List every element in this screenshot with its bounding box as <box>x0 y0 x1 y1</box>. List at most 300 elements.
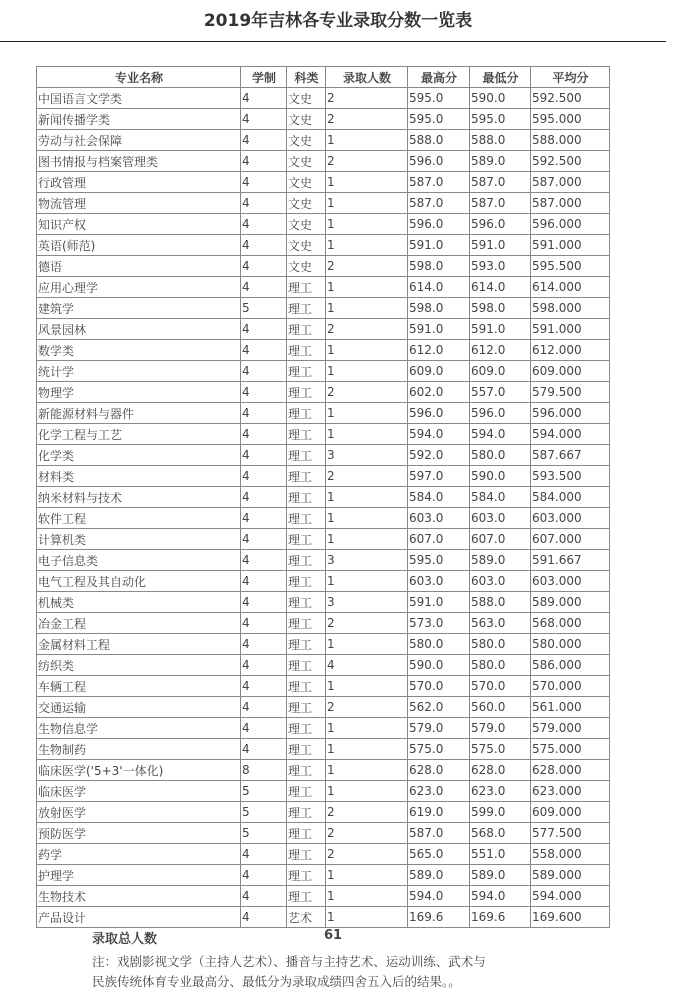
cell-category: 理工 <box>287 529 326 550</box>
cell-avg-score: 603.000 <box>531 571 610 592</box>
cell-min-score: 588.0 <box>470 130 531 151</box>
cell-min-score: 587.0 <box>470 172 531 193</box>
cell-avg-score: 614.000 <box>531 277 610 298</box>
divider <box>0 41 666 42</box>
cell-years: 4 <box>241 424 287 445</box>
cell-admitted: 1 <box>326 193 408 214</box>
cell-min-score: 591.0 <box>470 235 531 256</box>
cell-major: 图书情报与档案管理类 <box>37 151 241 172</box>
cell-max-score: 628.0 <box>408 760 470 781</box>
cell-major: 产品设计 <box>37 907 241 928</box>
cell-admitted: 1 <box>326 361 408 382</box>
cell-category: 文史 <box>287 88 326 109</box>
cell-years: 4 <box>241 739 287 760</box>
cell-years: 4 <box>241 592 287 613</box>
cell-category: 理工 <box>287 739 326 760</box>
cell-years: 4 <box>241 676 287 697</box>
cell-max-score: 169.6 <box>408 907 470 928</box>
cell-max-score: 579.0 <box>408 718 470 739</box>
cell-years: 5 <box>241 802 287 823</box>
cell-years: 4 <box>241 109 287 130</box>
header-min-score: 最低分 <box>470 67 531 88</box>
table-row <box>37 697 610 718</box>
cell-admitted: 2 <box>326 88 408 109</box>
cell-major: 临床医学 <box>37 781 241 802</box>
cell-major: 建筑学 <box>37 298 241 319</box>
table-row <box>37 361 610 382</box>
cell-avg-score: 595.500 <box>531 256 610 277</box>
cell-admitted: 1 <box>326 886 408 907</box>
cell-max-score: 595.0 <box>408 550 470 571</box>
cell-max-score: 603.0 <box>408 508 470 529</box>
cell-years: 4 <box>241 151 287 172</box>
cell-min-score: 568.0 <box>470 823 531 844</box>
cell-category: 文史 <box>287 256 326 277</box>
cell-admitted: 2 <box>326 109 408 130</box>
cell-avg-score: 591.000 <box>531 235 610 256</box>
cell-min-score: 575.0 <box>470 739 531 760</box>
cell-admitted: 3 <box>326 445 408 466</box>
cell-years: 4 <box>241 130 287 151</box>
cell-min-score: 594.0 <box>470 886 531 907</box>
cell-avg-score: 584.000 <box>531 487 610 508</box>
cell-max-score: 591.0 <box>408 235 470 256</box>
cell-major: 纳米材料与技术 <box>37 487 241 508</box>
cell-major: 新能源材料与器件 <box>37 403 241 424</box>
table-row <box>37 214 610 235</box>
cell-years: 4 <box>241 655 287 676</box>
cell-admitted: 1 <box>326 634 408 655</box>
cell-max-score: 595.0 <box>408 109 470 130</box>
cell-major: 软件工程 <box>37 508 241 529</box>
cell-max-score: 612.0 <box>408 340 470 361</box>
cell-admitted: 1 <box>326 907 408 928</box>
table-row <box>37 634 610 655</box>
cell-major: 德语 <box>37 256 241 277</box>
cell-category: 理工 <box>287 886 326 907</box>
cell-major: 电气工程及其自动化 <box>37 571 241 592</box>
table-row <box>37 655 610 676</box>
table-row <box>37 298 610 319</box>
table-row <box>37 277 610 298</box>
cell-category: 理工 <box>287 571 326 592</box>
cell-min-score: 591.0 <box>470 319 531 340</box>
cell-category: 理工 <box>287 676 326 697</box>
cell-major: 药学 <box>37 844 241 865</box>
cell-max-score: 598.0 <box>408 298 470 319</box>
header-major: 专业名称 <box>37 67 241 88</box>
cell-min-score: 579.0 <box>470 718 531 739</box>
cell-max-score: 592.0 <box>408 445 470 466</box>
cell-category: 文史 <box>287 172 326 193</box>
cell-admitted: 2 <box>326 382 408 403</box>
cell-category: 理工 <box>287 277 326 298</box>
table-row <box>37 88 610 109</box>
cell-max-score: 596.0 <box>408 403 470 424</box>
cell-avg-score: 579.000 <box>531 718 610 739</box>
table-row <box>37 466 610 487</box>
cell-min-score: 590.0 <box>470 88 531 109</box>
cell-years: 4 <box>241 88 287 109</box>
cell-min-score: 580.0 <box>470 655 531 676</box>
cell-min-score: 603.0 <box>470 508 531 529</box>
header-max-score: 最高分 <box>408 67 470 88</box>
cell-major: 劳动与社会保障 <box>37 130 241 151</box>
cell-category: 理工 <box>287 613 326 634</box>
cell-years: 4 <box>241 550 287 571</box>
cell-years: 4 <box>241 319 287 340</box>
cell-max-score: 609.0 <box>408 361 470 382</box>
cell-admitted: 1 <box>326 235 408 256</box>
cell-avg-score: 558.000 <box>531 844 610 865</box>
cell-years: 4 <box>241 844 287 865</box>
cell-max-score: 589.0 <box>408 865 470 886</box>
cell-years: 4 <box>241 634 287 655</box>
cell-min-score: 628.0 <box>470 760 531 781</box>
cell-max-score: 595.0 <box>408 88 470 109</box>
cell-avg-score: 577.500 <box>531 823 610 844</box>
cell-max-score: 570.0 <box>408 676 470 697</box>
cell-max-score: 587.0 <box>408 172 470 193</box>
cell-major: 放射医学 <box>37 802 241 823</box>
cell-avg-score: 592.500 <box>531 151 610 172</box>
cell-years: 4 <box>241 697 287 718</box>
cell-admitted: 1 <box>326 298 408 319</box>
total-value: 61 <box>324 928 343 943</box>
cell-avg-score: 579.500 <box>531 382 610 403</box>
table-row <box>37 844 610 865</box>
cell-category: 理工 <box>287 592 326 613</box>
cell-max-score: 607.0 <box>408 529 470 550</box>
table-row <box>37 130 610 151</box>
cell-years: 4 <box>241 235 287 256</box>
cell-years: 4 <box>241 466 287 487</box>
cell-max-score: 587.0 <box>408 193 470 214</box>
cell-max-score: 587.0 <box>408 823 470 844</box>
cell-avg-score: 587.667 <box>531 445 610 466</box>
page-title: 2019年吉林各专业录取分数一览表 <box>203 11 473 31</box>
cell-category: 理工 <box>287 718 326 739</box>
cell-max-score: 588.0 <box>408 130 470 151</box>
cell-category: 文史 <box>287 109 326 130</box>
cell-years: 4 <box>241 172 287 193</box>
cell-admitted: 1 <box>326 676 408 697</box>
cell-admitted: 1 <box>326 865 408 886</box>
cell-admitted: 1 <box>326 571 408 592</box>
cell-avg-score: 596.000 <box>531 214 610 235</box>
table-row <box>37 529 610 550</box>
cell-avg-score: 580.000 <box>531 634 610 655</box>
cell-min-score: 580.0 <box>470 634 531 655</box>
table-row <box>37 382 610 403</box>
table-row <box>37 193 610 214</box>
cell-years: 4 <box>241 214 287 235</box>
cell-avg-score: 628.000 <box>531 760 610 781</box>
cell-min-score: 609.0 <box>470 361 531 382</box>
cell-major: 物理学 <box>37 382 241 403</box>
cell-admitted: 2 <box>326 466 408 487</box>
cell-category: 理工 <box>287 760 326 781</box>
cell-avg-score: 589.000 <box>531 592 610 613</box>
cell-years: 8 <box>241 760 287 781</box>
cell-min-score: 589.0 <box>470 151 531 172</box>
cell-years: 4 <box>241 403 287 424</box>
table-row <box>37 445 610 466</box>
cell-category: 理工 <box>287 697 326 718</box>
cell-admitted: 1 <box>326 424 408 445</box>
cell-category: 理工 <box>287 466 326 487</box>
cell-years: 4 <box>241 571 287 592</box>
table-row <box>37 739 610 760</box>
cell-admitted: 2 <box>326 844 408 865</box>
cell-years: 4 <box>241 886 287 907</box>
cell-min-score: 589.0 <box>470 865 531 886</box>
cell-admitted: 2 <box>326 823 408 844</box>
cell-admitted: 2 <box>326 697 408 718</box>
cell-category: 理工 <box>287 445 326 466</box>
cell-avg-score: 612.000 <box>531 340 610 361</box>
cell-min-score: 560.0 <box>470 697 531 718</box>
cell-avg-score: 591.667 <box>531 550 610 571</box>
cell-major: 机械类 <box>37 592 241 613</box>
cell-major: 物流管理 <box>37 193 241 214</box>
total-label: 录取总人数 <box>92 932 158 947</box>
cell-major: 交通运输 <box>37 697 241 718</box>
cell-avg-score: 591.000 <box>531 319 610 340</box>
cell-admitted: 1 <box>326 403 408 424</box>
header-category: 科类 <box>287 67 326 88</box>
table-row <box>37 403 610 424</box>
cell-category: 理工 <box>287 781 326 802</box>
cell-admitted: 1 <box>326 508 408 529</box>
cell-admitted: 1 <box>326 130 408 151</box>
cell-avg-score: 587.000 <box>531 193 610 214</box>
table-row <box>37 592 610 613</box>
table-row <box>37 802 610 823</box>
cell-major: 护理学 <box>37 865 241 886</box>
table-row <box>37 550 610 571</box>
table-row <box>37 823 610 844</box>
cell-major: 电子信息类 <box>37 550 241 571</box>
cell-avg-score: 586.000 <box>531 655 610 676</box>
cell-admitted: 2 <box>326 802 408 823</box>
cell-avg-score: 570.000 <box>531 676 610 697</box>
cell-min-score: 551.0 <box>470 844 531 865</box>
cell-admitted: 2 <box>326 613 408 634</box>
cell-category: 理工 <box>287 424 326 445</box>
cell-min-score: 596.0 <box>470 403 531 424</box>
cell-avg-score: 609.000 <box>531 361 610 382</box>
cell-admitted: 3 <box>326 550 408 571</box>
cell-major: 纺织类 <box>37 655 241 676</box>
table-row <box>37 571 610 592</box>
cell-major: 统计学 <box>37 361 241 382</box>
cell-years: 4 <box>241 718 287 739</box>
cell-major: 数学类 <box>37 340 241 361</box>
header-years: 学制 <box>241 67 287 88</box>
cell-min-score: 580.0 <box>470 445 531 466</box>
cell-max-score: 575.0 <box>408 739 470 760</box>
cell-max-score: 614.0 <box>408 277 470 298</box>
cell-years: 4 <box>241 277 287 298</box>
table-header-row <box>37 67 610 88</box>
cell-max-score: 602.0 <box>408 382 470 403</box>
cell-major: 预防医学 <box>37 823 241 844</box>
cell-avg-score: 587.000 <box>531 172 610 193</box>
footnote: 注：戏剧影视文学（主持人艺术）、播音与主持艺术、运动训练、武术与民族传统体育专业最高分、最低分为录取成绩四舍五入后的结果。。 <box>92 954 486 989</box>
cell-min-score: 614.0 <box>470 277 531 298</box>
cell-category: 理工 <box>287 550 326 571</box>
cell-major: 材料类 <box>37 466 241 487</box>
table-row <box>37 907 610 928</box>
cell-min-score: 595.0 <box>470 109 531 130</box>
cell-major: 生物技术 <box>37 886 241 907</box>
cell-min-score: 598.0 <box>470 298 531 319</box>
cell-years: 4 <box>241 382 287 403</box>
cell-min-score: 623.0 <box>470 781 531 802</box>
cell-category: 理工 <box>287 403 326 424</box>
cell-category: 文史 <box>287 130 326 151</box>
cell-avg-score: 589.000 <box>531 865 610 886</box>
cell-category: 理工 <box>287 319 326 340</box>
cell-years: 4 <box>241 487 287 508</box>
cell-max-score: 565.0 <box>408 844 470 865</box>
cell-max-score: 597.0 <box>408 466 470 487</box>
cell-years: 5 <box>241 298 287 319</box>
table-row <box>37 256 610 277</box>
cell-admitted: 1 <box>326 781 408 802</box>
cell-avg-score: 568.000 <box>531 613 610 634</box>
cell-years: 4 <box>241 445 287 466</box>
cell-avg-score: 575.000 <box>531 739 610 760</box>
cell-admitted: 1 <box>326 529 408 550</box>
cell-min-score: 570.0 <box>470 676 531 697</box>
cell-years: 4 <box>241 361 287 382</box>
cell-major: 风景园林 <box>37 319 241 340</box>
cell-major: 生物制药 <box>37 739 241 760</box>
header-admitted: 录取人数 <box>326 67 408 88</box>
cell-min-score: 607.0 <box>470 529 531 550</box>
cell-major: 知识产权 <box>37 214 241 235</box>
cell-min-score: 587.0 <box>470 193 531 214</box>
cell-category: 理工 <box>287 298 326 319</box>
cell-major: 冶金工程 <box>37 613 241 634</box>
admission-scores-table <box>36 66 610 928</box>
cell-min-score: 612.0 <box>470 340 531 361</box>
cell-admitted: 1 <box>326 487 408 508</box>
cell-years: 4 <box>241 256 287 277</box>
cell-min-score: 588.0 <box>470 592 531 613</box>
cell-max-score: 580.0 <box>408 634 470 655</box>
cell-max-score: 596.0 <box>408 151 470 172</box>
cell-avg-score: 592.500 <box>531 88 610 109</box>
cell-major: 化学工程与工艺 <box>37 424 241 445</box>
cell-max-score: 590.0 <box>408 655 470 676</box>
cell-max-score: 591.0 <box>408 319 470 340</box>
cell-avg-score: 598.000 <box>531 298 610 319</box>
cell-avg-score: 596.000 <box>531 403 610 424</box>
cell-avg-score: 609.000 <box>531 802 610 823</box>
cell-min-score: 590.0 <box>470 466 531 487</box>
table-row <box>37 487 610 508</box>
cell-admitted: 1 <box>326 739 408 760</box>
cell-min-score: 589.0 <box>470 550 531 571</box>
cell-min-score: 563.0 <box>470 613 531 634</box>
cell-years: 4 <box>241 340 287 361</box>
header-avg-score: 平均分 <box>531 67 610 88</box>
table-row <box>37 781 610 802</box>
cell-category: 理工 <box>287 655 326 676</box>
cell-years: 4 <box>241 193 287 214</box>
cell-avg-score: 593.500 <box>531 466 610 487</box>
table-row <box>37 613 610 634</box>
cell-category: 理工 <box>287 340 326 361</box>
cell-years: 4 <box>241 907 287 928</box>
cell-years: 5 <box>241 823 287 844</box>
cell-avg-score: 603.000 <box>531 508 610 529</box>
cell-years: 4 <box>241 529 287 550</box>
cell-max-score: 573.0 <box>408 613 470 634</box>
cell-max-score: 591.0 <box>408 592 470 613</box>
cell-min-score: 557.0 <box>470 382 531 403</box>
table-row <box>37 508 610 529</box>
cell-major: 车辆工程 <box>37 676 241 697</box>
cell-max-score: 623.0 <box>408 781 470 802</box>
cell-avg-score: 588.000 <box>531 130 610 151</box>
table-row <box>37 151 610 172</box>
cell-avg-score: 607.000 <box>531 529 610 550</box>
cell-admitted: 2 <box>326 319 408 340</box>
cell-avg-score: 169.600 <box>531 907 610 928</box>
cell-admitted: 4 <box>326 655 408 676</box>
table-row <box>37 235 610 256</box>
cell-min-score: 594.0 <box>470 424 531 445</box>
cell-max-score: 619.0 <box>408 802 470 823</box>
table-row <box>37 109 610 130</box>
cell-major: 金属材料工程 <box>37 634 241 655</box>
cell-avg-score: 594.000 <box>531 886 610 907</box>
cell-max-score: 594.0 <box>408 886 470 907</box>
cell-major: 新闻传播学类 <box>37 109 241 130</box>
cell-max-score: 598.0 <box>408 256 470 277</box>
table-row <box>37 718 610 739</box>
cell-min-score: 599.0 <box>470 802 531 823</box>
table-row <box>37 319 610 340</box>
cell-min-score: 584.0 <box>470 487 531 508</box>
cell-category: 理工 <box>287 823 326 844</box>
cell-major: 临床医学('5+3'一体化) <box>37 760 241 781</box>
cell-major: 中国语言文学类 <box>37 88 241 109</box>
cell-avg-score: 595.000 <box>531 109 610 130</box>
cell-admitted: 1 <box>326 172 408 193</box>
cell-category: 文史 <box>287 214 326 235</box>
cell-years: 4 <box>241 613 287 634</box>
cell-max-score: 584.0 <box>408 487 470 508</box>
cell-admitted: 1 <box>326 214 408 235</box>
table-row <box>37 676 610 697</box>
cell-admitted: 1 <box>326 760 408 781</box>
cell-major: 计算机类 <box>37 529 241 550</box>
cell-category: 文史 <box>287 193 326 214</box>
cell-category: 理工 <box>287 865 326 886</box>
cell-category: 文史 <box>287 235 326 256</box>
table-row <box>37 172 610 193</box>
table-row <box>37 340 610 361</box>
table-row <box>37 886 610 907</box>
cell-max-score: 594.0 <box>408 424 470 445</box>
cell-category: 理工 <box>287 802 326 823</box>
table-row <box>37 760 610 781</box>
